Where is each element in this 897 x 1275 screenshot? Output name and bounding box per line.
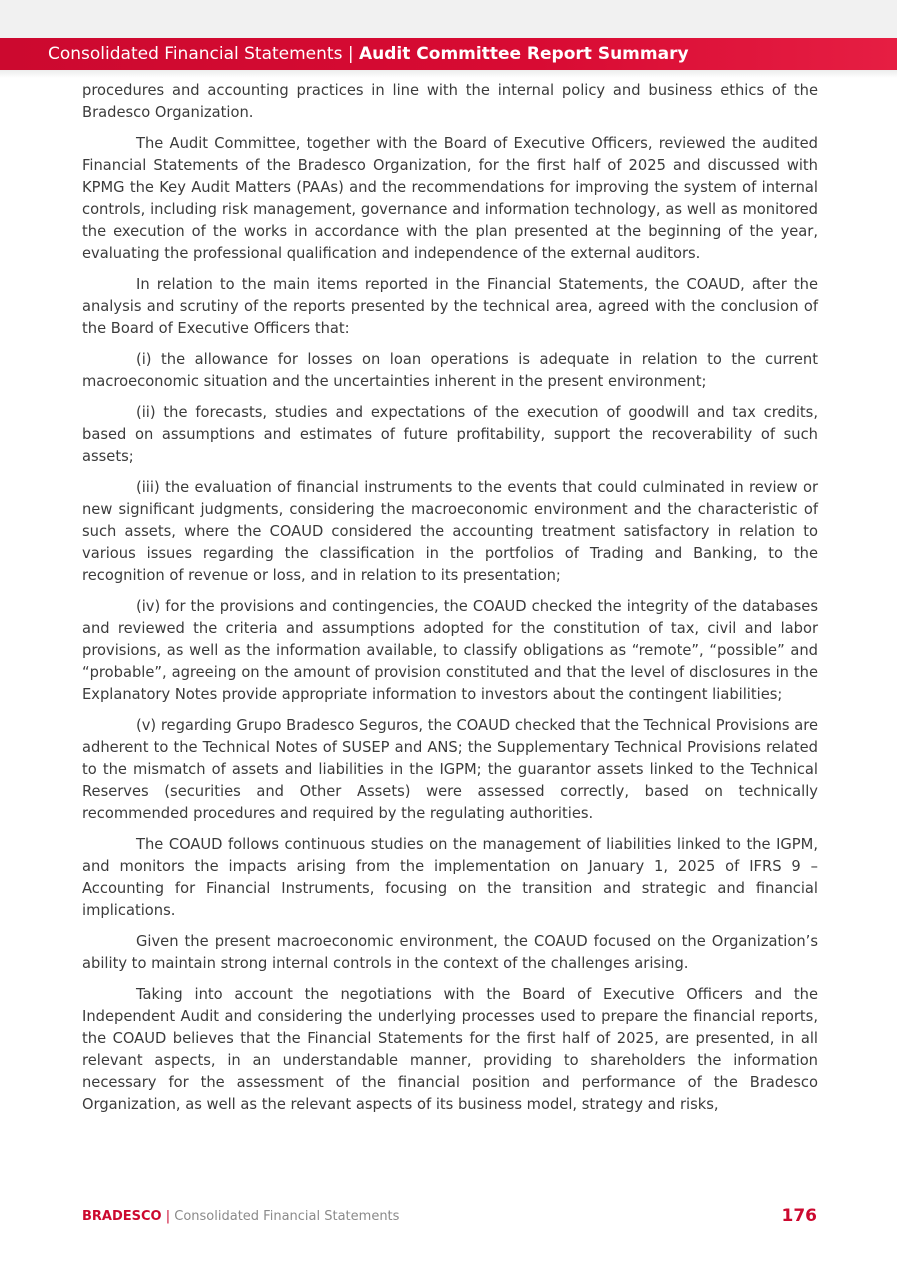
paragraph-continued: procedures and accounting practices in line with the internal policy and business ethics of the Bradesco Organization.	[82, 82, 818, 121]
paragraph-macro-environment: Given the present macroeconomic environment, the COAUD focused on the Organization’s ability to maintain strong internal controls in the context of the challenges arising.	[82, 933, 818, 972]
header-shadow	[0, 70, 897, 78]
footer	[82, 1207, 399, 1227]
header-section-label: Consolidated Financial Statements |	[48, 44, 359, 64]
top-margin	[0, 0, 897, 38]
paragraph-item-iv: (iv) for the provisions and contingencies, the COAUD checked the integrity of the databases and reviewed the criteria and assumptions adopted for the constitution of tax, civil and labor provisions, as well as the information available, to classify obligations as “remote”, “possible” and “probable”, agreeing on the amount of provision constituted and that the level of disclosures in the Explanatory Notes provide appropriate information to investors about the contingent liabilities;	[82, 598, 818, 703]
paragraph-item-i: (i) the allowance for losses on loan operations is adequate in relation to the current macroeconomic situation and the uncertainties inherent in the present environment;	[82, 351, 818, 390]
paragraph-main-items: In relation to the main items reported in the Financial Statements, the COAUD, after the analysis and scrutiny of the reports presented by the technical area, agreed with the conclusion of the Board of Executive Officers that:	[82, 276, 818, 337]
paragraph-igpm-ifrs9: The COAUD follows continuous studies on the management of liabilities linked to the IGPM, and monitors the impacts arising from the implementation on January 1, 2025 of IFRS 9 – Accounting for Financial Instruments, focusing on the transition and strategic and financial implications.	[82, 836, 818, 919]
header-title: Audit Committee Report Summary	[358, 44, 689, 64]
paragraph-item-v: (v) regarding Grupo Bradesco Seguros, the COAUD checked that the Technical Provisions are adherent to the Technical Notes of SUSEP and ANS; the Supplementary Technical Provisions related to the mismatch of assets and liabilities in the IGPM; the guarantor assets linked to the Technical Reserves (securities and Other Assets) were assessed correctly, based on technically recommended procedures and required by the regulating authorities.	[82, 717, 818, 822]
section-header-bar	[0, 38, 897, 70]
paragraph-review: The Audit Committee, together with the Board of Executive Officers, reviewed the audited Financial Statements of the Bradesco Organization, for the first half of 2025 and discussed with KPMG the Key Audit Matters (PAAs) and the recommendations for improving the system of internal controls, including risk management, governance and information technology, as well as monitored the execution of the works in accordance with the plan presented at the beginning of the year, evaluating the professional qualification and independence of the external auditors.	[82, 135, 818, 262]
footer-brand: BRADESCO	[82, 1209, 162, 1224]
footer-separator: |	[161, 1209, 175, 1224]
paragraph-item-ii: (ii) the forecasts, studies and expectations of the execution of goodwill and tax credits, based on assumptions and estimates of future profitability, support the recoverability of such assets;	[82, 404, 818, 465]
footer-section: Consolidated Financial Statements	[174, 1209, 400, 1224]
report-body	[82, 80, 818, 1125]
page-number: 176	[781, 1206, 817, 1226]
paragraph-conclusion: Taking into account the negotiations with the Board of Executive Officers and the Independent Audit and considering the underlying processes used to prepare the financial reports, the COAUD believes that the Financial Statements for the first half of 2025, are presented, in all relevant aspects, in an understandable manner, providing to shareholders the information necessary for the assessment of the financial position and performance of the Bradesco Organization, as well as the relevant aspects of its business model, strategy and risks,	[82, 986, 818, 1113]
paragraph-item-iii: (iii) the evaluation of financial instruments to the events that could culminated in review or new significant judgments, considering the macroeconomic environment and the characteristic of such assets, where the COAUD considered the accounting treatment satisfactory in relation to various issues regarding the classification in the portfolios of Trading and Banking, to the recognition of revenue or loss, and in relation to its presentation;	[82, 479, 818, 584]
